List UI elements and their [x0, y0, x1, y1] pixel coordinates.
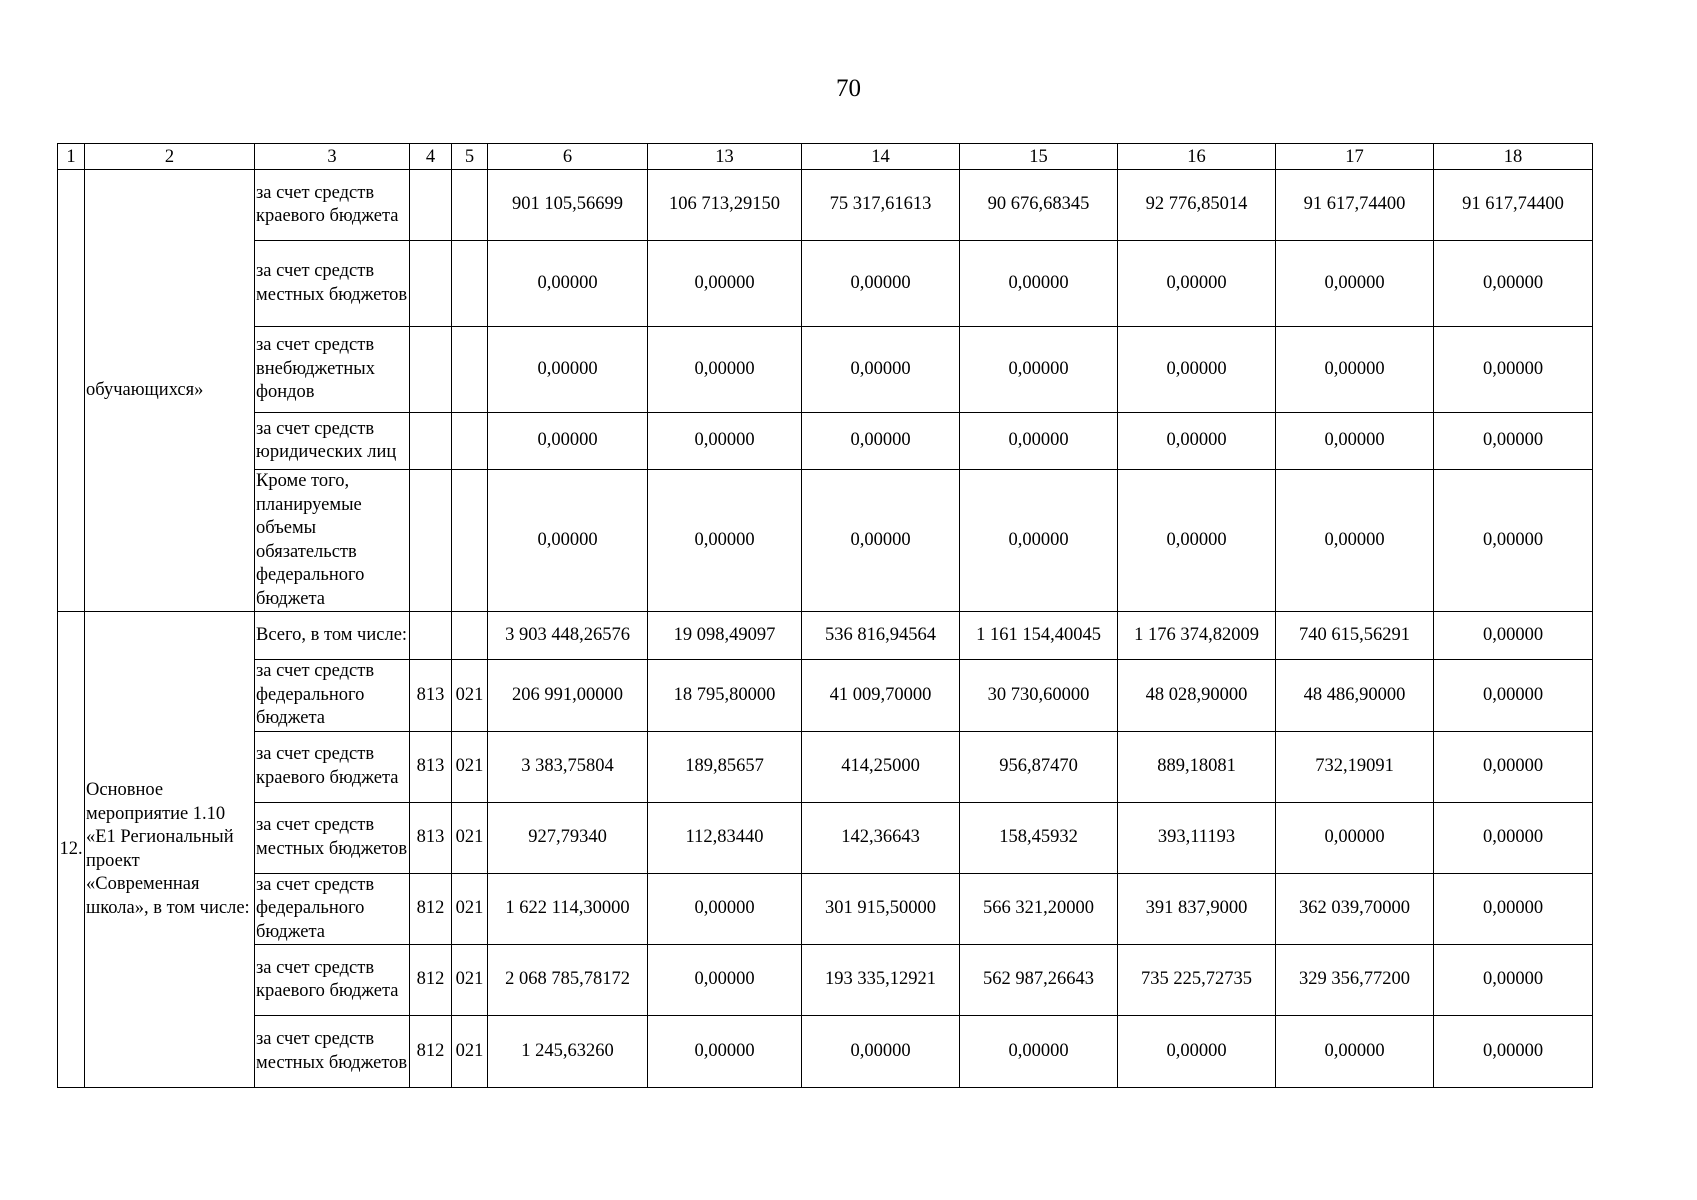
table-row — [58, 470, 1593, 612]
table-row — [58, 170, 1593, 241]
code-cell: 813 — [410, 660, 452, 732]
code-cell: 812 — [410, 1016, 452, 1088]
amount-cell: 91 617,74400 — [1434, 170, 1593, 241]
amount-cell: 0,00000 — [960, 413, 1118, 470]
table-row — [58, 413, 1593, 470]
header-cell: 5 — [452, 144, 488, 170]
amount-cell: 193 335,12921 — [802, 945, 960, 1016]
amount-cell: 0,00000 — [488, 241, 648, 327]
amount-cell: 0,00000 — [1118, 1016, 1276, 1088]
funding-source-cell: за счет средств юридических лиц — [255, 413, 410, 470]
amount-cell: 0,00000 — [960, 327, 1118, 413]
table-row — [58, 802, 1593, 873]
code-cell: 021 — [452, 802, 488, 873]
table-row — [58, 873, 1593, 945]
code-cell: 021 — [452, 731, 488, 802]
amount-cell: 0,00000 — [488, 327, 648, 413]
code-cell: 021 — [452, 945, 488, 1016]
amount-cell: 901 105,56699 — [488, 170, 648, 241]
amount-cell: 740 615,56291 — [1276, 612, 1434, 660]
amount-cell: 735 225,72735 — [1118, 945, 1276, 1016]
amount-cell: 301 915,50000 — [802, 873, 960, 945]
header-row — [58, 144, 1593, 170]
amount-cell: 0,00000 — [1434, 660, 1593, 732]
code-cell: 021 — [452, 660, 488, 732]
amount-cell: 0,00000 — [1118, 470, 1276, 612]
table-row — [58, 327, 1593, 413]
funding-source-cell: за счет средств федерального бюджета — [255, 873, 410, 945]
code-cell — [452, 170, 488, 241]
amount-cell: 0,00000 — [648, 470, 802, 612]
amount-cell: 1 622 114,30000 — [488, 873, 648, 945]
amount-cell: 0,00000 — [648, 945, 802, 1016]
code-cell — [410, 413, 452, 470]
table-row — [58, 612, 1593, 660]
amount-cell: 0,00000 — [1118, 413, 1276, 470]
amount-cell: 0,00000 — [1276, 413, 1434, 470]
funding-source-cell: за счет средств внебюджетных фондов — [255, 327, 410, 413]
amount-cell: 889,18081 — [1118, 731, 1276, 802]
amount-cell: 0,00000 — [1276, 327, 1434, 413]
amount-cell: 414,25000 — [802, 731, 960, 802]
row-number-cell: 12. — [58, 612, 85, 1088]
activity-name-cell: Основное мероприятие 1.10 «Е1 Региональный проект «Современная школа», в том числе: — [85, 612, 255, 1088]
code-cell — [410, 612, 452, 660]
amount-cell: 19 098,49097 — [648, 612, 802, 660]
amount-cell: 0,00000 — [1434, 945, 1593, 1016]
amount-cell: 393,11193 — [1118, 802, 1276, 873]
code-cell — [452, 327, 488, 413]
amount-cell: 106 713,29150 — [648, 170, 802, 241]
amount-cell: 206 991,00000 — [488, 660, 648, 732]
amount-cell: 0,00000 — [960, 241, 1118, 327]
amount-cell: 562 987,26643 — [960, 945, 1118, 1016]
funding-source-cell: Всего, в том числе: — [255, 612, 410, 660]
funding-source-cell: за счет средств краевого бюджета — [255, 945, 410, 1016]
code-cell: 812 — [410, 945, 452, 1016]
amount-cell: 329 356,77200 — [1276, 945, 1434, 1016]
header-cell: 1 — [58, 144, 85, 170]
header-cell: 15 — [960, 144, 1118, 170]
code-cell: 813 — [410, 802, 452, 873]
amount-cell: 0,00000 — [648, 241, 802, 327]
amount-cell: 3 903 448,26576 — [488, 612, 648, 660]
table-row — [58, 1016, 1593, 1088]
amount-cell: 0,00000 — [960, 1016, 1118, 1088]
amount-cell: 0,00000 — [1276, 470, 1434, 612]
amount-cell: 0,00000 — [1434, 470, 1593, 612]
funding-source-cell: за счет средств краевого бюджета — [255, 731, 410, 802]
amount-cell: 1 161 154,40045 — [960, 612, 1118, 660]
activity-name-cell: обучающихся» — [85, 170, 255, 612]
funding-source-cell: за счет средств федерального бюджета — [255, 660, 410, 732]
amount-cell: 0,00000 — [488, 470, 648, 612]
amount-cell: 0,00000 — [1276, 802, 1434, 873]
amount-cell: 158,45932 — [960, 802, 1118, 873]
header-cell: 16 — [1118, 144, 1276, 170]
code-cell: 812 — [410, 873, 452, 945]
amount-cell: 0,00000 — [1118, 327, 1276, 413]
code-cell — [452, 413, 488, 470]
funding-source-cell: Кроме того, планируемые объемы обязательств федерального бюджета — [255, 470, 410, 612]
funding-source-cell: за счет средств краевого бюджета — [255, 170, 410, 241]
amount-cell: 0,00000 — [1434, 802, 1593, 873]
amount-cell: 91 617,74400 — [1276, 170, 1434, 241]
table-row — [58, 731, 1593, 802]
header-cell: 13 — [648, 144, 802, 170]
amount-cell: 189,85657 — [648, 731, 802, 802]
table-row — [58, 945, 1593, 1016]
amount-cell: 927,79340 — [488, 802, 648, 873]
page-number: 70 — [836, 75, 861, 102]
code-cell — [452, 241, 488, 327]
amount-cell: 112,83440 — [648, 802, 802, 873]
amount-cell: 48 028,90000 — [1118, 660, 1276, 732]
budget-table — [57, 143, 1593, 1088]
amount-cell: 566 321,20000 — [960, 873, 1118, 945]
amount-cell: 0,00000 — [1434, 1016, 1593, 1088]
funding-source-cell: за счет средств местных бюджетов — [255, 802, 410, 873]
amount-cell: 0,00000 — [488, 413, 648, 470]
amount-cell: 30 730,60000 — [960, 660, 1118, 732]
amount-cell: 0,00000 — [648, 873, 802, 945]
header-cell: 14 — [802, 144, 960, 170]
amount-cell: 2 068 785,78172 — [488, 945, 648, 1016]
amount-cell: 18 795,80000 — [648, 660, 802, 732]
amount-cell: 0,00000 — [802, 1016, 960, 1088]
amount-cell: 536 816,94564 — [802, 612, 960, 660]
amount-cell: 956,87470 — [960, 731, 1118, 802]
header-cell: 4 — [410, 144, 452, 170]
amount-cell: 0,00000 — [802, 413, 960, 470]
amount-cell: 732,19091 — [1276, 731, 1434, 802]
amount-cell: 0,00000 — [1434, 612, 1593, 660]
amount-cell: 0,00000 — [802, 241, 960, 327]
amount-cell: 391 837,9000 — [1118, 873, 1276, 945]
amount-cell: 142,36643 — [802, 802, 960, 873]
amount-cell: 0,00000 — [648, 1016, 802, 1088]
amount-cell: 48 486,90000 — [1276, 660, 1434, 732]
amount-cell: 92 776,85014 — [1118, 170, 1276, 241]
code-cell: 813 — [410, 731, 452, 802]
table-row — [58, 660, 1593, 732]
header-cell: 6 — [488, 144, 648, 170]
amount-cell: 0,00000 — [648, 327, 802, 413]
code-cell — [410, 327, 452, 413]
header-cell: 17 — [1276, 144, 1434, 170]
code-cell: 021 — [452, 873, 488, 945]
amount-cell: 1 245,63260 — [488, 1016, 648, 1088]
amount-cell: 0,00000 — [648, 413, 802, 470]
amount-cell: 362 039,70000 — [1276, 873, 1434, 945]
amount-cell: 0,00000 — [1434, 413, 1593, 470]
amount-cell: 0,00000 — [1276, 1016, 1434, 1088]
code-cell — [410, 170, 452, 241]
funding-source-cell: за счет средств местных бюджетов — [255, 1016, 410, 1088]
amount-cell: 0,00000 — [802, 470, 960, 612]
code-cell — [410, 470, 452, 612]
code-cell: 021 — [452, 1016, 488, 1088]
amount-cell: 3 383,75804 — [488, 731, 648, 802]
amount-cell: 0,00000 — [960, 470, 1118, 612]
amount-cell: 0,00000 — [1434, 873, 1593, 945]
code-cell — [410, 241, 452, 327]
amount-cell: 0,00000 — [1434, 327, 1593, 413]
header-cell: 18 — [1434, 144, 1593, 170]
amount-cell: 0,00000 — [1434, 241, 1593, 327]
table-row — [58, 241, 1593, 327]
amount-cell: 0,00000 — [1434, 731, 1593, 802]
amount-cell: 75 317,61613 — [802, 170, 960, 241]
code-cell — [452, 612, 488, 660]
amount-cell: 0,00000 — [802, 327, 960, 413]
funding-source-cell: за счет средств местных бюджетов — [255, 241, 410, 327]
header-cell: 2 — [85, 144, 255, 170]
amount-cell: 90 676,68345 — [960, 170, 1118, 241]
amount-cell: 0,00000 — [1276, 241, 1434, 327]
amount-cell: 1 176 374,82009 — [1118, 612, 1276, 660]
amount-cell: 0,00000 — [1118, 241, 1276, 327]
amount-cell: 41 009,70000 — [802, 660, 960, 732]
row-number-cell — [58, 170, 85, 612]
code-cell — [452, 470, 488, 612]
header-cell: 3 — [255, 144, 410, 170]
